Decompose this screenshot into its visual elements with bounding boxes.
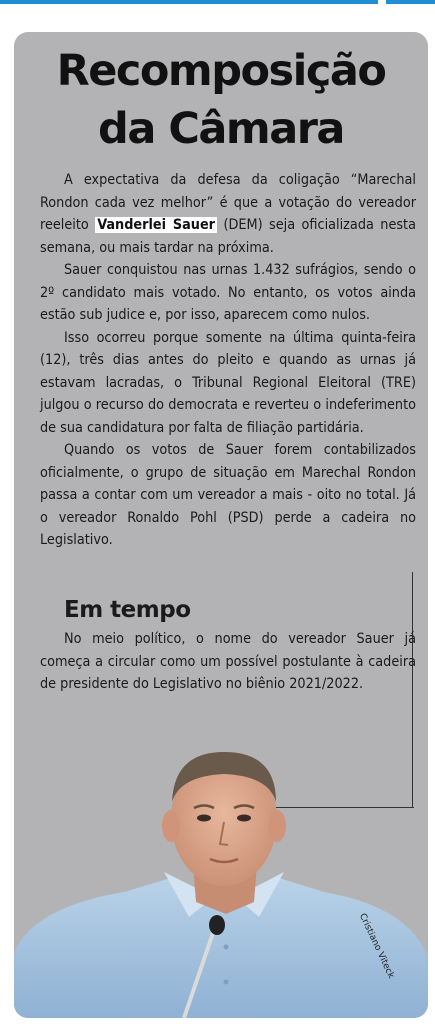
em-tempo-heading: Em tempo [64,597,191,623]
portrait-photo [14,732,428,1018]
paragraph-3: Isso ocorreu porque somente na última quinta-feira (12), três dias antes do pleito e quando as urnas já estavam lacradas, o Tribunal Regional Eleitoral (TRE) julgou o recurso do democrata e reverteu o indeferimento de sua candidatura por falta de filiação partidária. [40,329,416,436]
article-body [40,169,416,552]
paragraph-1 [40,169,416,259]
title-line-2: da Câmara [98,104,344,154]
em-tempo-body [40,628,416,696]
photo-credit: Cristiano Viteck [356,912,396,981]
highlighted-name: Vanderlei Sauer [97,217,216,233]
article-title [14,42,428,158]
paragraph-1-start: A expectativa da defesa da coligação “Marechal Rondon cada vez melhor” é que a votação do vereador reeleito [40,172,416,233]
accent-bar-right [386,0,435,4]
paragraph-4: Quando os votos de Sauer forem contabilizados oficialmente, o grupo de situação em Marechal Rondon passa a contar com um vereador a mais - oito no total. Já o vereador Ronaldo Pohl (PSD) perde a cadeira no Legislativo. [40,442,416,548]
top-accent-bar [0,0,435,5]
paragraph-2: Sauer conquistou nas urnas 1.432 sufrágios, sendo o 2º candidato mais votado. No entanto, os votos ainda estão sub judice e, por isso, aparecem como nulos. [40,262,416,323]
paragraph-1-end: (DEM) seja oficializada nesta semana, ou mais tardar na próxima. [40,217,416,256]
title-line-1: Recomposição [56,46,386,96]
accent-bar-left [0,0,378,4]
article-panel [14,32,428,1018]
em-tempo-paragraph: No meio político, o nome do vereador Sauer já começa a circular como um possível postulante à cadeira de presidente do Legislativo no biênio 2021/2022. [40,631,416,692]
